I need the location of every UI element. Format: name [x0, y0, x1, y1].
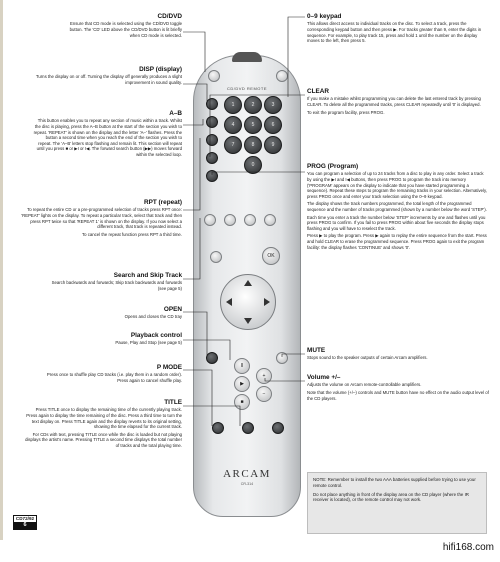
key-5: 5: [244, 116, 262, 134]
leader-open: [183, 312, 207, 356]
section-mute: [307, 347, 489, 363]
text-open: Opens and closes the CD tray: [124, 314, 182, 320]
text-prog-3: Each time you enter a track the number below 'STEP' increments by one and flashes until you press PROG to confirm. If you fail to press PROG within about five seconds the display stops flashing and you will have to reselect the track.: [307, 214, 486, 231]
heading-volume: Volume +/–: [307, 374, 341, 381]
page-number: 6: [14, 522, 36, 529]
pause-button: II: [234, 358, 250, 374]
heading-title: TITLE: [164, 399, 182, 406]
key-8: 8: [244, 136, 262, 154]
stop-button: ■: [234, 394, 250, 410]
key-3: 3: [264, 96, 282, 114]
text-clear-2: To exit the program facility, press PROG.: [307, 109, 385, 115]
footer-strip: [0, 540, 500, 562]
leader-mute: [282, 354, 305, 357]
leader-p-mode: [183, 370, 212, 426]
leader-a-b: [183, 119, 203, 125]
section-clear: [307, 88, 489, 117]
text-prog-1: You can program a selection of up to 24 tracks from a disc to play in any order. Select a track by using the ▶I and I◀ buttons, then press PROG to program the track into memory ('PROGRAM' appears on the display to indicate that you have started programming a sequence). Repeat these steps to program the remaining tracks in your selection. Alternatively, press PROG once and enter your track selection using the 0–9 keypad.: [307, 171, 488, 199]
leader-prog: [212, 172, 305, 175]
play-button: ▶: [234, 376, 250, 392]
text-prog-2: The display shows the track numbers programmed, the total length of the programmed sequence and the number of tracks programmed (shown by a number below the word 'STEP').: [307, 201, 487, 212]
ok-button: OK: [262, 247, 280, 265]
leader-title: [183, 406, 240, 426]
text-rpt-1: To repeat the entire CD or a pre-programmed selection of tracks press RPT once: 'REPEAT' lights on the display. To repeat a particular track, select that track and then press RPT twice so that 'REPEAT 1' is shown on the display. If you now select a different track, that track is repeated instead.: [21, 207, 182, 230]
heading-clear: CLEAR: [307, 88, 330, 95]
page-badge: [13, 515, 37, 530]
text-clear-1: If you make a mistake whilst programming you can delete the last entered track by pressing CLEAR. To delete all the programmed tracks, press CLEAR repeatedly until '0' is displayed.: [307, 96, 481, 107]
text-playback: Pause, Play and Stop (see page 5): [115, 340, 182, 346]
volume-down-button: −: [256, 386, 272, 402]
doc-code: CD72/92: [15, 516, 35, 521]
text-p-mode: Press once to shuffle play CD tracks (i.e. play them in a random order). Press again to cancel shuffle play.: [46, 372, 182, 383]
volume-up-button: +: [256, 368, 272, 384]
leader-keypad: [288, 17, 305, 97]
key-6: 6: [264, 116, 282, 134]
heading-a-b: A–B: [169, 110, 182, 117]
text-a-b: This button enables you to repeat any section of music within a track. Whilst the disc is playing, press the A–B button at the start of the section you wish to repeat. 'REPEAT' is shown on the display and the letter 'A–' flashes. Press the button a second time when you reach the end of the section you wish to repeat. The 'A–B' letters stop flashing and remain lit. This section will repeat until you press ■ or ▶I or I◀. The forward search button (▶▶) moves forward within the selected loop.: [33, 118, 182, 157]
remote-label: CD/DVD REMOTE: [226, 86, 268, 91]
leader-playback: [183, 340, 230, 360]
key-0: 0: [244, 156, 262, 174]
text-volume-1: Adjusts the volume on Arcam remote-controllable amplifiers.: [307, 382, 422, 388]
heading-disp: DISP (display): [139, 66, 182, 73]
leader-volume: [265, 378, 305, 381]
text-search-skip: Search backwards and forwards; Skip track backwards and forwards (see page 5): [51, 280, 182, 291]
text-disp: Turns the display on or off. Turning the display off generally produces a slight improvement in sound quality.: [35, 74, 182, 85]
text-title-2: For CDs with text, pressing TITLE once while the disc is loaded but not playing displays the artist's name. Pressing TITLE a second time displays the total number of tracks and the total playing time.: [25, 431, 182, 448]
leader-disp: [183, 84, 207, 101]
heading-playback: Playback control: [130, 332, 182, 339]
section-prog: [307, 163, 489, 252]
heading-mute: MUTE: [307, 347, 326, 354]
note-batteries: NOTE: Remember to install the two AAA batteries supplied before trying to use your remote control.: [313, 477, 476, 488]
key-9: 9: [264, 136, 282, 154]
heading-search-skip: Search and Skip Track: [113, 272, 182, 279]
section-keypad: [307, 13, 489, 46]
leader-clear: [210, 95, 305, 157]
text-rpt-2: To cancel the repeat function press RPT a third time.: [82, 231, 182, 237]
brand-logo: ARCAM: [223, 468, 271, 480]
text-prog-4: Press ▶ to play the program. Press ▶ again to replay the entire sequence from the start. Press and hold CLEAR to erase the programmed sequence. Press PROG again to exit the program facility: the display flashes 'CONTINUE' and shows '0'.: [307, 233, 487, 250]
heading-prog: PROG (Program): [307, 163, 359, 170]
heading-open: OPEN: [163, 306, 182, 313]
text-keypad: This allows direct access to individual tracks on the disc. To select a track, press the corresponding keypad button and then press ▶. For tracks greater than 9, enter the digits in sequence. For example, to play track 15, press and hold 1 until the number on the display moves to the left, then press 5.: [307, 21, 482, 44]
note-ir-receiver: Do not place anything in front of the display area on the CD player (where the IR receiver is located), or the remote control may not work.: [313, 491, 469, 503]
text-mute: Stops sound to the speaker outputs of certain Arcam amplifiers.: [307, 355, 428, 361]
text-cd-dvd: Ensure that CD mode is selected using the CD/DVD toggle button. The 'CD' LED above the CD/DVD button is lit briefly when CD mode is selected.: [69, 21, 182, 38]
model-label: CR-314: [240, 482, 254, 486]
heading-p-mode: P MODE: [156, 364, 182, 371]
key-2: 2: [244, 96, 262, 114]
leader-search: [183, 218, 200, 279]
leader-rpt: [183, 138, 200, 210]
section-volume: [307, 374, 489, 403]
key-4: 4: [224, 116, 242, 134]
heading-cd-dvd: CD/DVD: [157, 13, 182, 20]
text-volume-2: Note that the volume (+/–) controls and MUTE button have no effect on the audio output level of the CD players.: [307, 390, 489, 401]
note-box: [307, 472, 487, 534]
watermark: hifi168.com: [442, 542, 494, 553]
key-1: 1: [224, 96, 242, 114]
leader-cd-dvd: [183, 32, 205, 72]
key-7: 7: [224, 136, 242, 154]
text-title-1: Press TITLE once to display the remaining time of the currently playing track. Press again to display the time remaining of the disc. Press a third time to turn the text display on. Press TITLE again and the display reverts to its original setting, showing the time elapsed for the current track.: [26, 407, 182, 430]
heading-keypad: 0–9 keypad: [307, 13, 342, 20]
heading-rpt: RPT (repeat): [144, 199, 182, 206]
